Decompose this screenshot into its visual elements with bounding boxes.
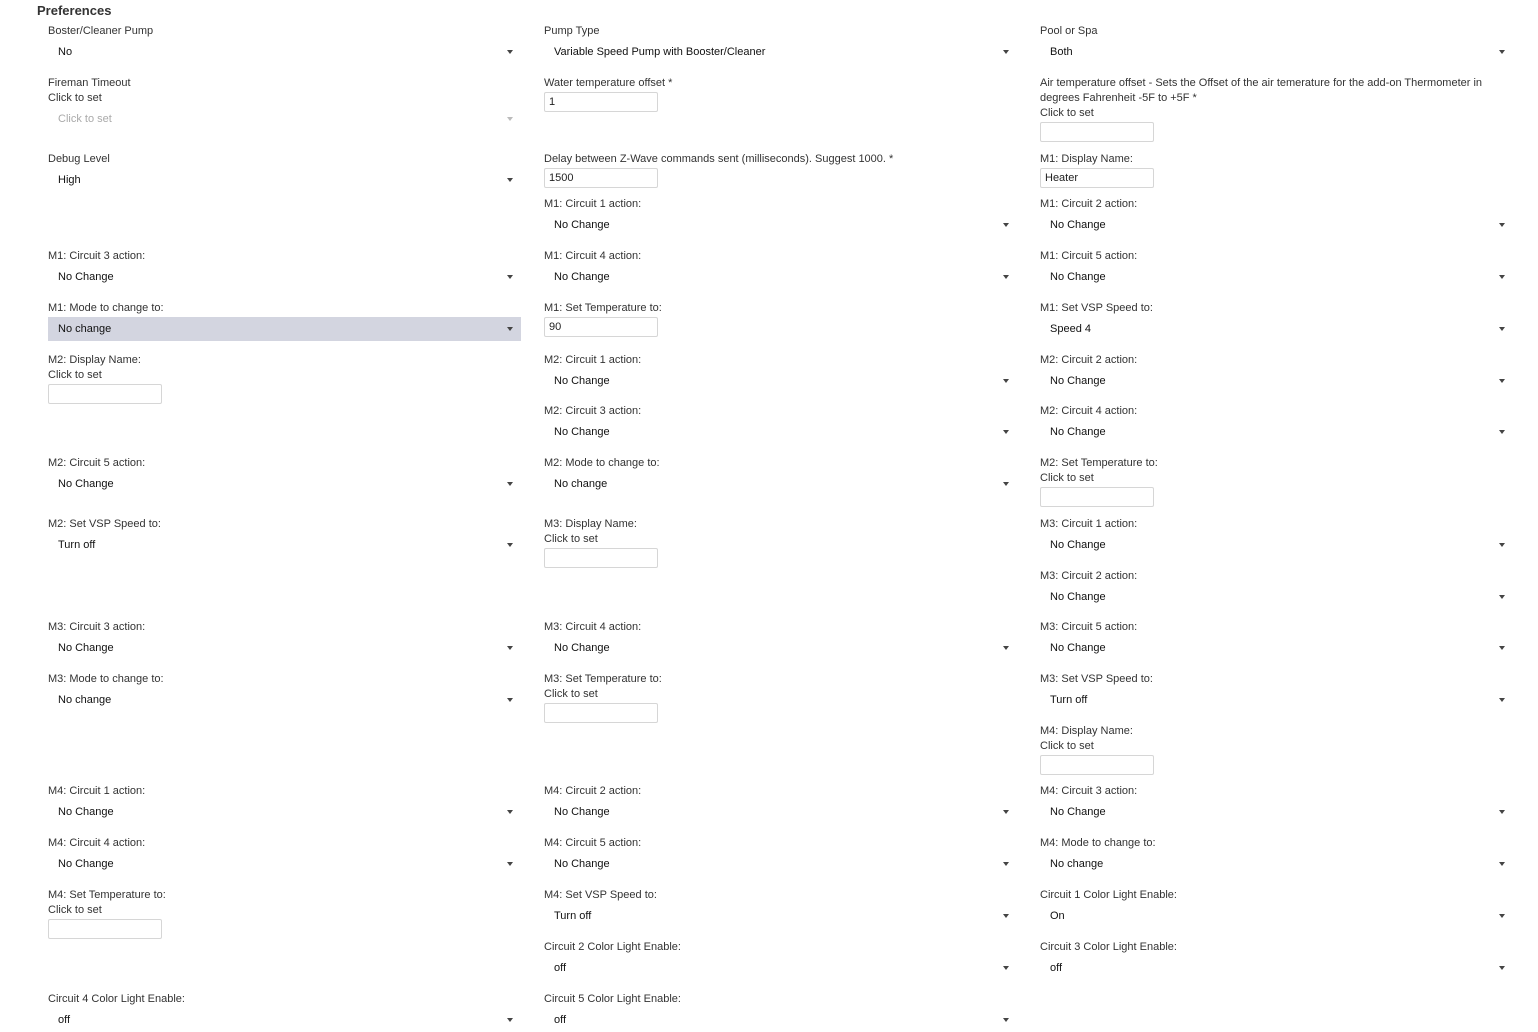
- circuit-2-color-light-enable-label: Circuit 2 Color Light Enable:: [544, 941, 681, 953]
- m3-mode-to-change-to-value: No change: [58, 694, 112, 706]
- m4-circuit-5-action-label: M4: Circuit 5 action:: [544, 837, 642, 849]
- pool-or-spa-select[interactable]: [1040, 40, 1513, 64]
- m4-circuit-3-action-select[interactable]: [1040, 800, 1513, 824]
- m4-circuit-4-action-value: No Change: [58, 858, 114, 870]
- m3-set-temperature-input[interactable]: [544, 703, 658, 723]
- m4-mode-to-change-to-select[interactable]: [1040, 852, 1513, 876]
- boster-cleaner-pump-field: [48, 24, 521, 64]
- m3-circuit-2-action-label: M3: Circuit 2 action:: [1040, 570, 1138, 582]
- debug-level-label: Debug Level: [48, 153, 110, 165]
- m4-set-temperature-hint: Click to set: [48, 904, 102, 916]
- m3-circuit-3-action-select[interactable]: [48, 636, 521, 660]
- m4-circuit-2-action-field: [544, 784, 1017, 824]
- fireman-timeout-value: Click to set: [58, 113, 112, 125]
- m1-circuit-4-action-value: No Change: [554, 271, 610, 283]
- m1-circuit-3-action-select[interactable]: [48, 265, 521, 289]
- m3-circuit-5-action-select[interactable]: [1040, 636, 1513, 660]
- m1-circuit-2-action-field: [1040, 197, 1513, 237]
- m1-mode-to-change-to-value: No change: [58, 323, 112, 335]
- water-temperature-offset-input[interactable]: [544, 92, 658, 112]
- m1-circuit-3-action-label: M1: Circuit 3 action:: [48, 250, 146, 262]
- m2-circuit-1-action-label: M2: Circuit 1 action:: [544, 354, 642, 366]
- m2-set-vsp-speed-select[interactable]: [48, 533, 521, 557]
- circuit-5-color-light-enable-value: off: [554, 1014, 567, 1026]
- m1-display-name-label: M1: Display Name:: [1040, 153, 1133, 165]
- m4-circuit-4-action-label: M4: Circuit 4 action:: [48, 837, 146, 849]
- m4-circuit-2-action-value: No Change: [554, 806, 610, 818]
- m4-display-name-input[interactable]: [1040, 755, 1154, 775]
- water-temperature-offset-field: [544, 76, 1017, 112]
- m2-circuit-1-action-value: No Change: [554, 375, 610, 387]
- m2-circuit-2-action-label: M2: Circuit 2 action:: [1040, 354, 1138, 366]
- m3-set-vsp-speed-field: [1040, 672, 1513, 712]
- chevron-down-icon[interactable]: [1003, 50, 1009, 54]
- m2-circuit-3-action-value: No Change: [554, 426, 610, 438]
- m4-circuit-1-action-field: [48, 784, 521, 824]
- m2-display-name-field: [48, 353, 521, 404]
- m4-circuit-5-action-field: [544, 836, 1017, 876]
- fireman-timeout-field: [48, 76, 521, 131]
- m2-display-name-hint: Click to set: [48, 369, 102, 381]
- m4-display-name-hint: Click to set: [1040, 740, 1094, 752]
- page-title: Preferences: [37, 3, 112, 18]
- m2-mode-to-change-to-select[interactable]: [544, 472, 1017, 496]
- zwave-delay-input[interactable]: [544, 168, 658, 188]
- m3-circuit-1-action-field: [1040, 517, 1513, 557]
- m3-mode-to-change-to-label: M3: Mode to change to:: [48, 673, 164, 685]
- zwave-delay-field: [544, 152, 1017, 188]
- m1-set-temperature-field: [544, 301, 1017, 337]
- m2-circuit-5-action-label: M2: Circuit 5 action:: [48, 457, 146, 469]
- air-temperature-offset-input[interactable]: [1040, 122, 1154, 142]
- chevron-down-icon[interactable]: [1003, 966, 1009, 970]
- chevron-down-icon[interactable]: [507, 698, 513, 702]
- m4-set-temperature-field: [48, 888, 521, 939]
- m3-circuit-5-action-value: No Change: [1050, 642, 1106, 654]
- chevron-down-icon[interactable]: [1003, 430, 1009, 434]
- m4-circuit-3-action-label: M4: Circuit 3 action:: [1040, 785, 1138, 797]
- chevron-down-icon[interactable]: [1499, 430, 1505, 434]
- m1-circuit-3-action-value: No Change: [58, 271, 114, 283]
- m1-set-temperature-label: M1: Set Temperature to:: [544, 302, 662, 314]
- m4-circuit-4-action-select[interactable]: [48, 852, 521, 876]
- chevron-down-icon[interactable]: [1499, 327, 1505, 331]
- circuit-4-color-light-enable-label: Circuit 4 Color Light Enable:: [48, 993, 185, 1005]
- m2-circuit-2-action-field: [1040, 353, 1513, 393]
- debug-level-field: [48, 152, 521, 192]
- m2-display-name-label: M2: Display Name:: [48, 354, 141, 366]
- m2-circuit-2-action-value: No Change: [1050, 375, 1106, 387]
- circuit-2-color-light-enable-value: off: [554, 962, 567, 974]
- m3-circuit-3-action-field: [48, 620, 521, 660]
- m3-set-temperature-label: M3: Set Temperature to:: [544, 673, 662, 685]
- pool-or-spa-field: [1040, 24, 1513, 64]
- air-temperature-offset-field: [1040, 76, 1513, 142]
- chevron-down-icon[interactable]: [507, 810, 513, 814]
- chevron-down-icon[interactable]: [507, 543, 513, 547]
- m2-mode-to-change-to-value: No change: [554, 478, 608, 490]
- chevron-down-icon[interactable]: [1499, 50, 1505, 54]
- m2-set-temperature-label: M2: Set Temperature to:: [1040, 457, 1158, 469]
- m3-mode-to-change-to-select[interactable]: [48, 688, 521, 712]
- m4-circuit-1-action-select[interactable]: [48, 800, 521, 824]
- pool-or-spa-label: Pool or Spa: [1040, 25, 1098, 37]
- circuit-5-color-light-enable-label: Circuit 5 Color Light Enable:: [544, 993, 681, 1005]
- m4-set-vsp-speed-value: Turn off: [554, 910, 592, 922]
- m3-set-temperature-field: [544, 672, 1017, 723]
- chevron-down-icon[interactable]: [1003, 482, 1009, 486]
- m1-circuit-4-action-field: [544, 249, 1017, 289]
- air-temperature-offset-hint: Click to set: [1040, 107, 1094, 119]
- circuit-3-color-light-enable-label: Circuit 3 Color Light Enable:: [1040, 941, 1177, 953]
- chevron-down-icon[interactable]: [507, 482, 513, 486]
- m4-circuit-1-action-label: M4: Circuit 1 action:: [48, 785, 146, 797]
- m2-circuit-4-action-field: [1040, 404, 1513, 444]
- chevron-down-icon[interactable]: [1003, 914, 1009, 918]
- circuit-4-color-light-enable-value: off: [58, 1014, 71, 1026]
- m2-circuit-4-action-label: M2: Circuit 4 action:: [1040, 405, 1138, 417]
- water-temperature-offset-label: Water temperature offset *: [544, 77, 673, 89]
- m1-circuit-1-action-select[interactable]: [544, 213, 1017, 237]
- m1-mode-to-change-to-label: M1: Mode to change to:: [48, 302, 164, 314]
- m2-circuit-3-action-select[interactable]: [544, 420, 1017, 444]
- m1-circuit-1-action-value: No Change: [554, 219, 610, 231]
- m3-set-vsp-speed-select[interactable]: [1040, 688, 1513, 712]
- m1-circuit-5-action-label: M1: Circuit 5 action:: [1040, 250, 1138, 262]
- m4-mode-to-change-to-field: [1040, 836, 1513, 876]
- m3-set-vsp-speed-value: Turn off: [1050, 694, 1088, 706]
- debug-level-select[interactable]: [48, 168, 521, 192]
- chevron-down-icon[interactable]: [1003, 275, 1009, 279]
- circuit-1-color-light-enable-value: On: [1050, 910, 1065, 922]
- chevron-down-icon[interactable]: [1003, 862, 1009, 866]
- chevron-down-icon[interactable]: [507, 178, 513, 182]
- zwave-delay-label: Delay between Z-Wave commands sent (milliseconds). Suggest 1000. *: [544, 153, 894, 165]
- m2-circuit-1-action-field: [544, 353, 1017, 393]
- chevron-down-icon[interactable]: [1499, 595, 1505, 599]
- m2-circuit-5-action-select[interactable]: [48, 472, 521, 496]
- chevron-down-icon[interactable]: [1499, 275, 1505, 279]
- chevron-down-icon[interactable]: [507, 117, 513, 121]
- m3-display-name-label: M3: Display Name:: [544, 518, 637, 530]
- m4-circuit-3-action-field: [1040, 784, 1513, 824]
- m3-circuit-4-action-field: [544, 620, 1017, 660]
- m4-set-vsp-speed-field: [544, 888, 1017, 928]
- m2-circuit-3-action-label: M2: Circuit 3 action:: [544, 405, 642, 417]
- pump-type-field: [544, 24, 1017, 64]
- chevron-down-icon[interactable]: [1003, 379, 1009, 383]
- m4-set-vsp-speed-select[interactable]: [544, 904, 1017, 928]
- m3-circuit-1-action-select[interactable]: [1040, 533, 1513, 557]
- chevron-down-icon[interactable]: [1499, 223, 1505, 227]
- debug-level-value: High: [58, 174, 81, 186]
- m3-circuit-2-action-field: [1040, 569, 1513, 609]
- m1-circuit-5-action-value: No Change: [1050, 271, 1106, 283]
- circuit-5-color-light-enable-field: [544, 992, 1017, 1032]
- chevron-down-icon[interactable]: [1499, 914, 1505, 918]
- chevron-down-icon[interactable]: [507, 327, 513, 331]
- m4-mode-to-change-to-value: No change: [1050, 858, 1104, 870]
- m3-circuit-4-action-value: No Change: [554, 642, 610, 654]
- pump-type-value: Variable Speed Pump with Booster/Cleaner: [554, 46, 766, 58]
- chevron-down-icon[interactable]: [1499, 379, 1505, 383]
- m4-circuit-2-action-select[interactable]: [544, 800, 1017, 824]
- chevron-down-icon[interactable]: [1003, 223, 1009, 227]
- m3-display-name-hint: Click to set: [544, 533, 598, 545]
- m2-circuit-4-action-select[interactable]: [1040, 420, 1513, 444]
- m2-mode-to-change-to-field: [544, 456, 1017, 496]
- circuit-5-color-light-enable-select[interactable]: [544, 1008, 1017, 1032]
- m2-set-temperature-hint: Click to set: [1040, 472, 1094, 484]
- m4-circuit-2-action-label: M4: Circuit 2 action:: [544, 785, 642, 797]
- m1-mode-to-change-to-field: [48, 301, 521, 341]
- m2-set-temperature-input[interactable]: [1040, 487, 1154, 507]
- m1-set-temperature-input[interactable]: [544, 317, 658, 337]
- m3-circuit-5-action-label: M3: Circuit 5 action:: [1040, 621, 1138, 633]
- m3-circuit-4-action-select[interactable]: [544, 636, 1017, 660]
- circuit-1-color-light-enable-select[interactable]: [1040, 904, 1513, 928]
- chevron-down-icon[interactable]: [1499, 646, 1505, 650]
- m2-circuit-5-action-value: No Change: [58, 478, 114, 490]
- chevron-down-icon[interactable]: [1003, 646, 1009, 650]
- chevron-down-icon[interactable]: [1499, 543, 1505, 547]
- m3-circuit-2-action-select[interactable]: [1040, 585, 1513, 609]
- circuit-1-color-light-enable-field: [1040, 888, 1513, 928]
- m2-mode-to-change-to-label: M2: Mode to change to:: [544, 457, 660, 469]
- m2-circuit-5-action-field: [48, 456, 521, 496]
- m1-circuit-2-action-value: No Change: [1050, 219, 1106, 231]
- m1-set-vsp-speed-field: [1040, 301, 1513, 341]
- chevron-down-icon[interactable]: [507, 50, 513, 54]
- m2-circuit-4-action-value: No Change: [1050, 426, 1106, 438]
- m4-mode-to-change-to-label: M4: Mode to change to:: [1040, 837, 1156, 849]
- m3-circuit-3-action-label: M3: Circuit 3 action:: [48, 621, 146, 633]
- pump-type-select[interactable]: [544, 40, 1017, 64]
- m3-circuit-2-action-value: No Change: [1050, 591, 1106, 603]
- m3-display-name-field: [544, 517, 1017, 568]
- chevron-down-icon[interactable]: [1499, 698, 1505, 702]
- m1-circuit-2-action-label: M1: Circuit 2 action:: [1040, 198, 1138, 210]
- boster-cleaner-pump-value: No: [58, 46, 73, 58]
- m2-set-vsp-speed-value: Turn off: [58, 539, 96, 551]
- m4-display-name-field: [1040, 724, 1513, 775]
- m2-set-temperature-field: [1040, 456, 1513, 507]
- m3-circuit-1-action-value: No Change: [1050, 539, 1106, 551]
- chevron-down-icon[interactable]: [1499, 810, 1505, 814]
- circuit-4-color-light-enable-select[interactable]: [48, 1008, 521, 1032]
- m2-display-name-input[interactable]: [48, 384, 162, 404]
- m1-circuit-4-action-label: M1: Circuit 4 action:: [544, 250, 642, 262]
- pump-type-label: Pump Type: [544, 25, 600, 37]
- boster-cleaner-pump-select[interactable]: [48, 40, 521, 64]
- m2-set-vsp-speed-label: M2: Set VSP Speed to:: [48, 518, 161, 530]
- chevron-down-icon[interactable]: [1003, 1018, 1009, 1022]
- chevron-down-icon[interactable]: [1499, 966, 1505, 970]
- m1-circuit-1-action-label: M1: Circuit 1 action:: [544, 198, 642, 210]
- chevron-down-icon[interactable]: [1499, 862, 1505, 866]
- m2-set-vsp-speed-field: [48, 517, 521, 557]
- m1-circuit-2-action-select[interactable]: [1040, 213, 1513, 237]
- m4-circuit-4-action-field: [48, 836, 521, 876]
- pool-or-spa-value: Both: [1050, 46, 1073, 58]
- boster-cleaner-pump-label: Boster/Cleaner Pump: [48, 25, 154, 37]
- m4-circuit-5-action-select[interactable]: [544, 852, 1017, 876]
- chevron-down-icon[interactable]: [1003, 810, 1009, 814]
- m3-circuit-4-action-label: M3: Circuit 4 action:: [544, 621, 642, 633]
- m4-set-temperature-input[interactable]: [48, 919, 162, 939]
- circuit-2-color-light-enable-field: [544, 940, 1017, 980]
- fireman-timeout-hint: Click to set: [48, 92, 102, 104]
- m1-set-vsp-speed-label: M1: Set VSP Speed to:: [1040, 302, 1153, 314]
- m1-circuit-3-action-field: [48, 249, 521, 289]
- m4-circuit-1-action-value: No Change: [58, 806, 114, 818]
- m3-circuit-1-action-label: M3: Circuit 1 action:: [1040, 518, 1138, 530]
- m3-set-vsp-speed-label: M3: Set VSP Speed to:: [1040, 673, 1153, 685]
- fireman-timeout-label: Fireman Timeout: [48, 77, 131, 89]
- m3-circuit-5-action-field: [1040, 620, 1513, 660]
- m2-circuit-3-action-field: [544, 404, 1017, 444]
- m4-set-vsp-speed-label: M4: Set VSP Speed to:: [544, 889, 657, 901]
- chevron-down-icon[interactable]: [507, 646, 513, 650]
- m4-circuit-3-action-value: No Change: [1050, 806, 1106, 818]
- m1-set-vsp-speed-select[interactable]: [1040, 317, 1513, 341]
- circuit-3-color-light-enable-value: off: [1050, 962, 1063, 974]
- circuit-2-color-light-enable-select[interactable]: [544, 956, 1017, 980]
- m4-display-name-label: M4: Display Name:: [1040, 725, 1133, 737]
- m4-circuit-5-action-value: No Change: [554, 858, 610, 870]
- chevron-down-icon[interactable]: [507, 862, 513, 866]
- m1-circuit-1-action-field: [544, 197, 1017, 237]
- air-temperature-offset-label: Air temperature offset - Sets the Offset of the air temerature for the add-on Thermometer in degrees Fahrenheit -5F to +5F *: [1040, 77, 1483, 104]
- m1-circuit-4-action-select[interactable]: [544, 265, 1017, 289]
- m1-display-name-input[interactable]: [1040, 168, 1154, 188]
- m2-circuit-2-action-select[interactable]: [1040, 369, 1513, 393]
- m1-set-vsp-speed-value: Speed 4: [1050, 323, 1091, 335]
- m1-circuit-5-action-field: [1040, 249, 1513, 289]
- chevron-down-icon[interactable]: [507, 1018, 513, 1022]
- m3-display-name-input[interactable]: [544, 548, 658, 568]
- m3-set-temperature-hint: Click to set: [544, 688, 598, 700]
- fireman-timeout-select[interactable]: [48, 107, 521, 131]
- m3-mode-to-change-to-field: [48, 672, 521, 712]
- circuit-4-color-light-enable-field: [48, 992, 521, 1032]
- m3-circuit-3-action-value: No Change: [58, 642, 114, 654]
- circuit-3-color-light-enable-field: [1040, 940, 1513, 980]
- chevron-down-icon[interactable]: [507, 275, 513, 279]
- m1-mode-to-change-to-select[interactable]: [48, 317, 521, 341]
- circuit-1-color-light-enable-label: Circuit 1 Color Light Enable:: [1040, 889, 1177, 901]
- m2-circuit-1-action-select[interactable]: [544, 369, 1017, 393]
- m1-display-name-field: [1040, 152, 1513, 188]
- circuit-3-color-light-enable-select[interactable]: [1040, 956, 1513, 980]
- m4-set-temperature-label: M4: Set Temperature to:: [48, 889, 166, 901]
- m1-circuit-5-action-select[interactable]: [1040, 265, 1513, 289]
